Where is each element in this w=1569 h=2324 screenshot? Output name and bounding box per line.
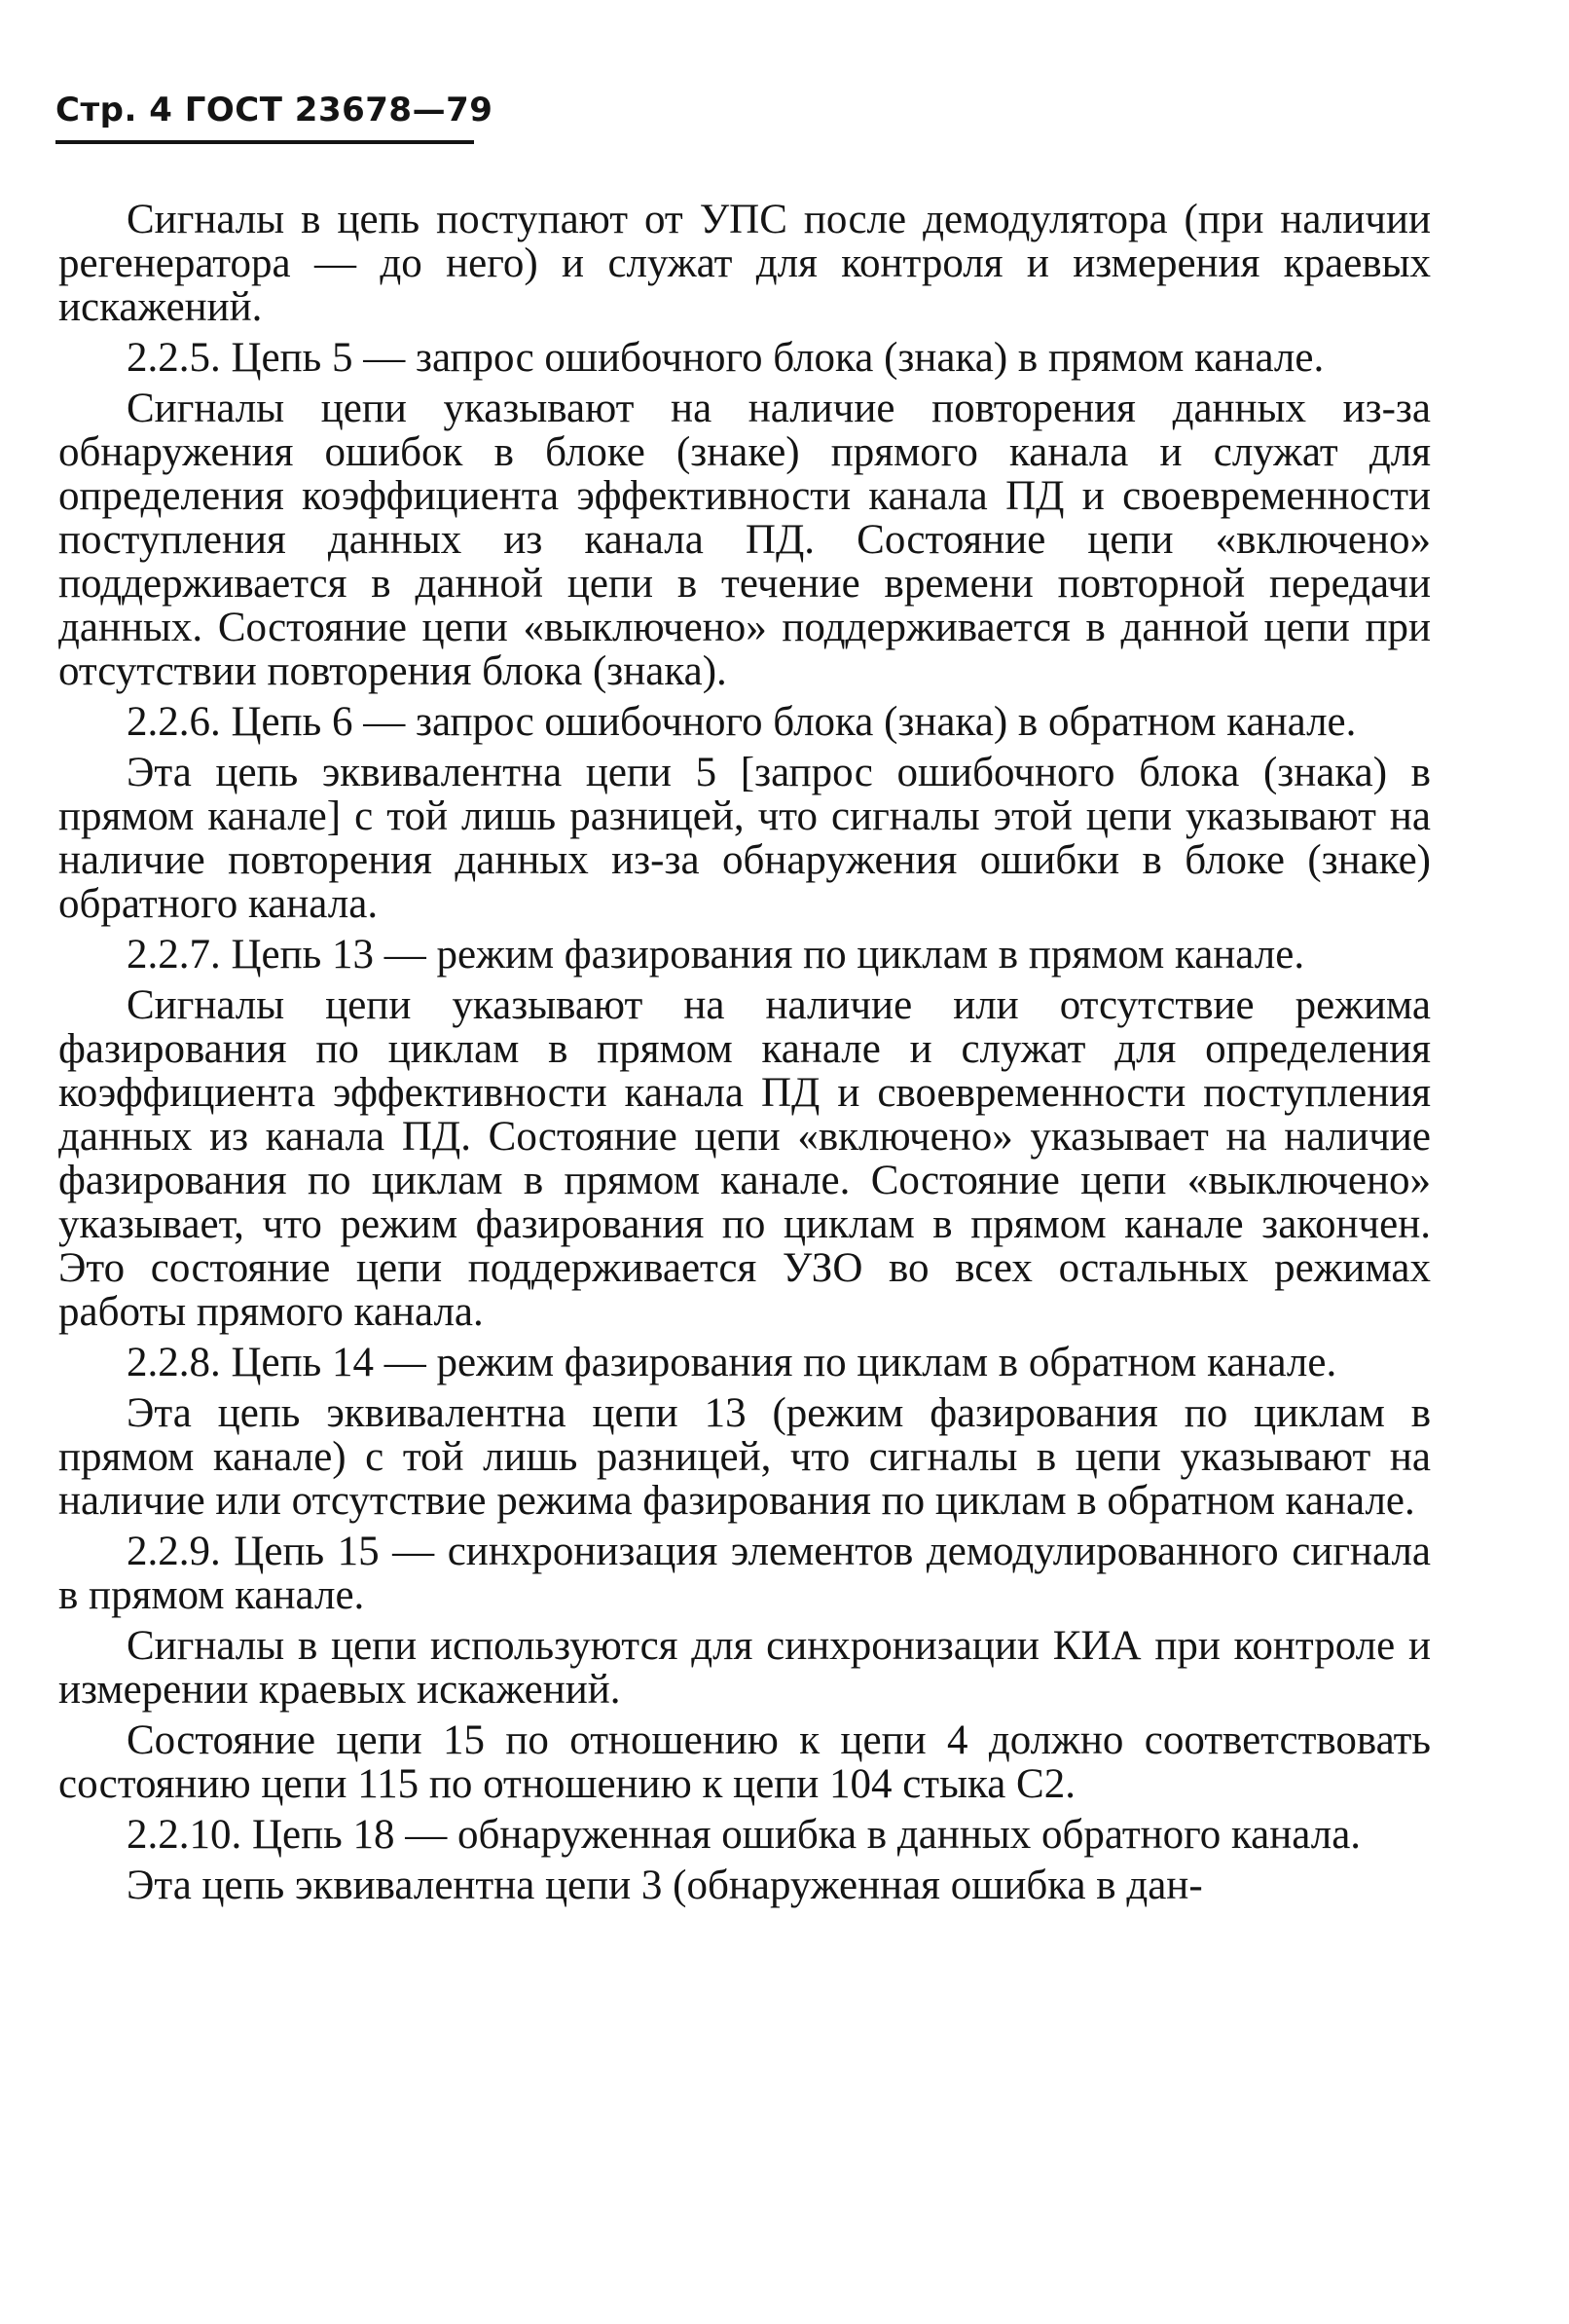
paragraph: Сигналы цепи указывают на наличие повторения данных из-за обнаружения ошибок в блоке (знаке) прямого канала и служат для определения коэффициента эффективности канала ПД и своевременности поступления данных из канала ПД. Состояние цепи «включено» поддерживается в данной цепи в течение времени повторной передачи данных. Состояние цепи «выключено» поддерживается в данной цепи при отсутствии повторения блока (знака). [58,386,1431,694]
page-header-text: Стр. 4 ГОСТ 23678—79 [55,91,493,129]
paragraph: Сигналы цепи указывают на наличие или отсутствие режима фазирования по циклам в прямом канале и служат для определения коэффициента эффективности канала ПД и своевременности поступления данных из канала ПД. Состояние цепи «включено» указывает на наличие фазирования по циклам в прямом канале. Состояние цепи «выключено» указывает, что режим фазирования по циклам в прямом канале закончен. Это состояние цепи поддерживается УЗО во всех остальных режимах работы прямого канала. [58,982,1431,1335]
header-rule [55,140,474,144]
paragraph: Эта цепь эквивалентна цепи 13 (режим фазирования по циклам в прямом канале) с той лишь разницей, что сигналы в цепи указывают на наличие или отсутствие режима фазирования по циклам в обратном канале. [58,1390,1431,1524]
paragraph: Сигналы в цепь поступают от УПС после демодулятора (при наличии регенератора — до него) и служат для контроля и измерения краевых искажений. [58,197,1431,330]
paragraph: Сигналы в цепи используются для синхронизации КИА при контроле и измерении краевых искажений. [58,1623,1431,1713]
page-header [55,86,493,144]
section-heading-2-2-8: 2.2.8. Цепь 14 — режим фазирования по циклам в обратном канале. [127,1340,1337,1385]
section-heading-2-2-9: 2.2.9. Цепь 15 — синхронизация элементов демодулированного сигнала в прямом канале. [58,1529,1431,1618]
paragraph: Эта цепь эквивалентна цепи 5 [запрос ошибочного блока (знака) в прямом канале] с той лишь разницей, что сигналы этой цепи указывают на наличие повторения данных из-за обнаружения ошибки в блоке (знаке) обратного канала. [58,750,1431,927]
paragraph: Эта цепь эквивалентна цепи 3 (обнаруженная ошибка в дан- [127,1863,1203,1908]
section-heading-2-2-7: 2.2.7. Цепь 13 — режим фазирования по циклам в прямом канале. [127,932,1305,978]
section-heading-2-2-6: 2.2.6. Цепь 6 — запрос ошибочного блока (знака) в обратном канале. [127,699,1357,745]
paragraph: Состояние цепи 15 по отношению к цепи 4 должно соответствовать состоянию цепи 115 по отношению к цепи 104 стыка С2. [58,1717,1431,1807]
section-heading-2-2-10: 2.2.10. Цепь 18 — обнаруженная ошибка в данных обратного канала. [127,1812,1362,1858]
section-heading-2-2-5: 2.2.5. Цепь 5 — запрос ошибочного блока (знака) в прямом канале. [127,335,1325,381]
body-text [58,198,1431,1907]
